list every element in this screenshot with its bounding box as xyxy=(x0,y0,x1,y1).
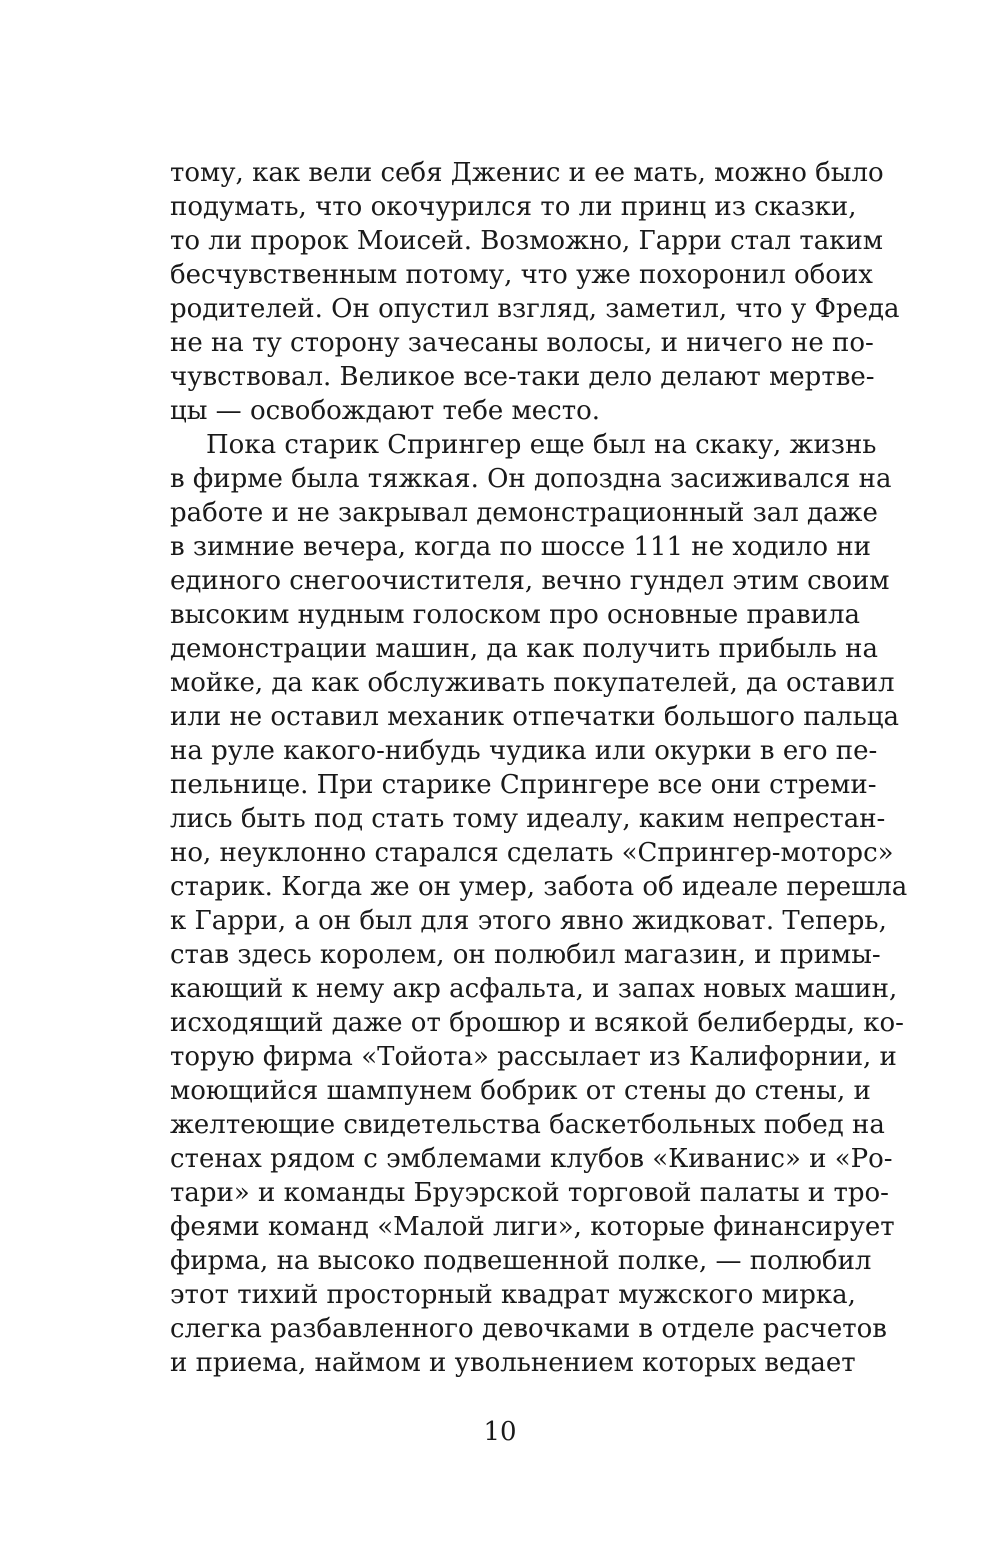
text-line: исходящий даже от брошюр и всякой белиберды, ко- xyxy=(170,1008,904,1038)
text-line: но, неуклонно старался сделать «Спрингер-моторс» xyxy=(170,838,894,868)
text-line: Пока старик Спрингер еще был на скаку, жизнь xyxy=(206,430,877,460)
text-line: стенах рядом с эмблемами клубов «Киванис» и «Ро- xyxy=(170,1144,893,1174)
text-line: став здесь королем, он полюбил магазин, и примы- xyxy=(170,940,881,970)
text-line: и приема, наймом и увольнением которых ведает xyxy=(170,1348,856,1378)
text-line: тари» и команды Бруэрской торговой палаты и тро- xyxy=(170,1178,889,1208)
body-text xyxy=(170,156,908,1380)
text-line: не на ту сторону зачесаны волосы, и ничего не по- xyxy=(170,328,874,358)
text-line: феями команд «Малой лиги», которые финансирует xyxy=(170,1212,895,1242)
page-number: 10 xyxy=(483,1417,517,1447)
text-line: торую фирма «Тойота» рассылает из Калифорнии, и xyxy=(170,1042,897,1072)
text-line: или не оставил механик отпечатки большого пальца xyxy=(170,702,899,732)
text-line: этот тихий просторный квадрат мужского мирка, xyxy=(170,1280,856,1310)
text-line: бесчувственным потому, что уже похоронил обоих xyxy=(170,260,873,290)
text-line: чувствовал. Великое все-таки дело делают мертве- xyxy=(170,362,875,392)
text-line: подумать, что окочурился то ли принц из сказки, xyxy=(170,192,857,222)
text-line: фирма, на высоко подвешенной полке, — полюбил xyxy=(170,1246,872,1276)
text-line: на руле какого-нибудь чудика или окурки в его пе- xyxy=(170,736,878,766)
text-line: единого снегоочистителя, вечно гундел этим своим xyxy=(170,566,890,596)
text-line: пельнице. При старике Спрингере все они стреми- xyxy=(170,770,877,800)
text-line: старик. Когда же он умер, забота об идеале перешла xyxy=(170,872,908,902)
text-line: цы — освобождают тебе место. xyxy=(170,396,601,426)
text-line: высоким нудным голоском про основные правила xyxy=(170,600,861,630)
text-line: в зимние вечера, когда по шоссе 111 не ходило ни xyxy=(170,532,871,562)
text-line: к Гарри, а он был для этого явно жидковат. Теперь, xyxy=(170,906,887,936)
text-line: желтеющие свидетельства баскетбольных побед на xyxy=(170,1110,885,1140)
text-line: слегка разбавленного девочками в отделе расчетов xyxy=(170,1314,887,1344)
text-line: лись быть под стать тому идеалу, каким непрестан- xyxy=(170,804,886,834)
text-line: то ли пророк Моисей. Возможно, Гарри стал таким xyxy=(170,226,884,256)
text-line: работе и не закрывал демонстрационный зал даже xyxy=(170,498,878,528)
text-line: демонстрации машин, да как получить прибыль на xyxy=(170,634,878,664)
text-line: родителей. Он опустил взгляд, заметил, что у Фреда xyxy=(170,294,900,324)
text-line: кающий к нему акр асфальта, и запах новых машин, xyxy=(170,974,898,1004)
text-line: моющийся шампунем бобрик от стены до стены, и xyxy=(170,1076,871,1106)
text-line: в фирме была тяжкая. Он допоздна засиживался на xyxy=(170,464,892,494)
text-line: мойке, да как обслуживать покупателей, да оставил xyxy=(170,668,895,698)
text-line: тому, как вели себя Дженис и ее мать, можно было xyxy=(170,158,884,188)
